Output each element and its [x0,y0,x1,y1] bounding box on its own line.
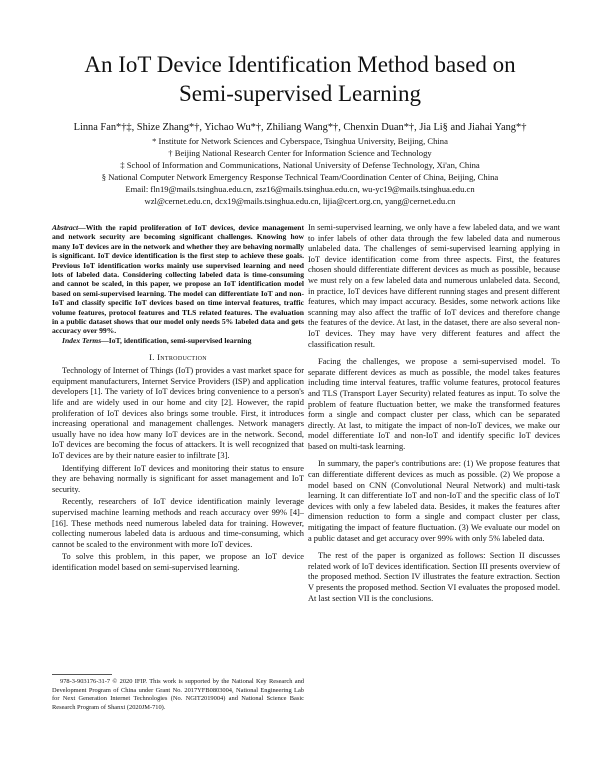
intro-paragraph: Identifying different IoT devices and monitoring their status to ensure they are behaving normally is significant for asset management and IoT security. [52,463,304,494]
index-terms-text: —IoT, identification, semi-supervised learning [101,335,252,345]
affiliation-3: ‡ School of Information and Communications, National University of Defense Technology, Xi'an, China [120,160,480,170]
footnote: 978-3-903176-31-7 © 2020 IFIP. This work is supported by the National Key Research and Development Program of China under Grant No. 2017YFB0803004, National Engineering Lab for Next Generation Internet Technologies (No. NGIT2019004) and National Science Basic Research Program of Shanxi (2020JM-710). [52,678,304,711]
intro-paragraph: Technology of Internet of Things (IoT) provides a vast market space for equipment manufacturers, Internet Service Providers (ISP) and application developers [1]. The variety of IoT devices bring convenience to a person's life and are widely used in our home and city [2]. However, the rapid proliferation of IoT devices also brings some trouble. First, it introduces increasing operational and management challenges. Network managers usually have no idea how many IoT devices are in the network. Second, IoT devices are becoming the focus of attackers. It is well recognized that IoT devices are by their nature easier to infiltrate [3]. [52,366,304,461]
email-line-2: wzl@cernet.edu.cn, dcx19@mails.tsinghua.edu.cn, lijia@cert.org.cn, yang@cernet.edu.cn [144,196,456,206]
left-column [52,223,304,574]
abstract [52,223,304,336]
body-paragraph: In semi-supervised learning, we only have a few labeled data, and we want to infer labels of other data through the few labeled data and numerous unlabeled data. The challenges of semi-supervised learning applying in IoT device identification come from three aspects. First, the features chosen should differentiate different devices as much as possible, because we must rely on a few labeled data and numerous unlabeled data. Second, in practice, IoT devices have different running stages and present different features, which may impact accuracy. Besides, some network actions like scanning may also affect the traffic of IoT devices and therefore change the features of the device. At last, in the dataset, there are also several non-IoT devices. They may have very different features and affect the classification result. [308,223,560,349]
footnote-divider [52,674,112,675]
right-column [308,223,560,604]
email-line-1: Email: fln19@mails.tsinghua.edu.cn, zsz16@mails.tsinghua.edu.cn, wu-yc19@mails.tsinghua.edu.cn [125,184,475,194]
intro-paragraph: To solve this problem, in this paper, we propose an IoT device identification model based on semi-supervised learning. [52,552,304,572]
author-list: Linna Fan*†‡, Shize Zhang*†, Yichao Wu*†, Zhiliang Wang*†, Chenxin Duan*†, Jia Li§ and Jiahai Yang*† [73,122,527,133]
title-line-2: Semi-supervised Learning [178,81,422,106]
abstract-label: Abstract [52,223,79,232]
section-heading-introduction: I. Introduction [149,352,207,363]
index-terms-label: Index Terms [62,335,102,345]
title-line-1: An IoT Device Identification Method based on [84,52,516,77]
intro-paragraph: Recently, researchers of IoT device identification mainly leverage supervised machine learning methods and reach accuracy over 99% [4]–[16]. These methods need numerous labeled data for training. However, collecting numerous labeled data is arduous and time-consuming, which cannot be scaled to the environment with more IoT devices. [52,497,304,549]
paper-title [40,50,560,108]
affiliation-1: * Institute for Network Sciences and Cyberspace, Tsinghua University, Beijing, China [152,136,448,146]
abstract-text: —With the rapid proliferation of IoT devices, device management and network security are becoming significant challenges. Knowing how many IoT devices are in the network and whether they are behaving normally is significant. IoT device identification is the first step to achieve these goals. Previous IoT identification works mainly use supervised learning and need lots of labeled data. Considering collecting labeled data is time-consuming and cannot be scaled, in this paper, we propose an IoT identification model based on semi-supervised learning. The model can differentiate IoT and non-IoT and classify specific IoT devices based on time interval features, traffic volume features, protocol features and TLS related features. The evaluation in a public dataset shows that our model only needs 5% labeled data and gets accuracy over 99%. [52,223,304,336]
affiliation-4: § National Computer Network Emergency Response Technical Team/Coordination Center of China, Beijing, China [101,172,499,182]
index-terms [52,336,304,345]
body-paragraph: In summary, the paper's contributions are: (1) We propose features that can differentiate different devices as much as possible. (2) We propose a model based on CNN (Convolutional Neural Network) and multi-task learning. It can differentiate IoT and non-IoT and the specific class of IoT devices with only a few labeled data. Besides, it makes the features after dimension reduction to form a single and compact cluster per class, mitigating the impact of feature fluctuation. (3) We evaluate our model on a public dataset and get accuracy over 99% with only 5% labeled data. [308,459,560,543]
affiliation-2: † Beijing National Research Center for Information Science and Technology [168,148,432,158]
body-paragraph: Facing the challenges, we propose a semi-supervised model. To separate different devices as much as possible, the model takes features including time interval features, traffic volume features, protocol features and TLS (Transport Layer Security) related features as input. To solve the problem of feature fluctuation better, we make the transformed features form a single and compact cluster per class, which can be separated directly. At last, to mitigate the impact of non-IoT devices, we make our model differentiate IoT and non-IoT and identify specific IoT devices based on multi-task learning. [308,357,560,451]
body-paragraph: The rest of the paper is organized as follows: Section II discusses related work of IoT devices identification. Section III presents overview of the proposed method. Section IV illustrates the feature extraction. Section V presents the proposed method. Section VI evaluates the proposed model. At last section VII is the conclusions. [308,551,560,603]
